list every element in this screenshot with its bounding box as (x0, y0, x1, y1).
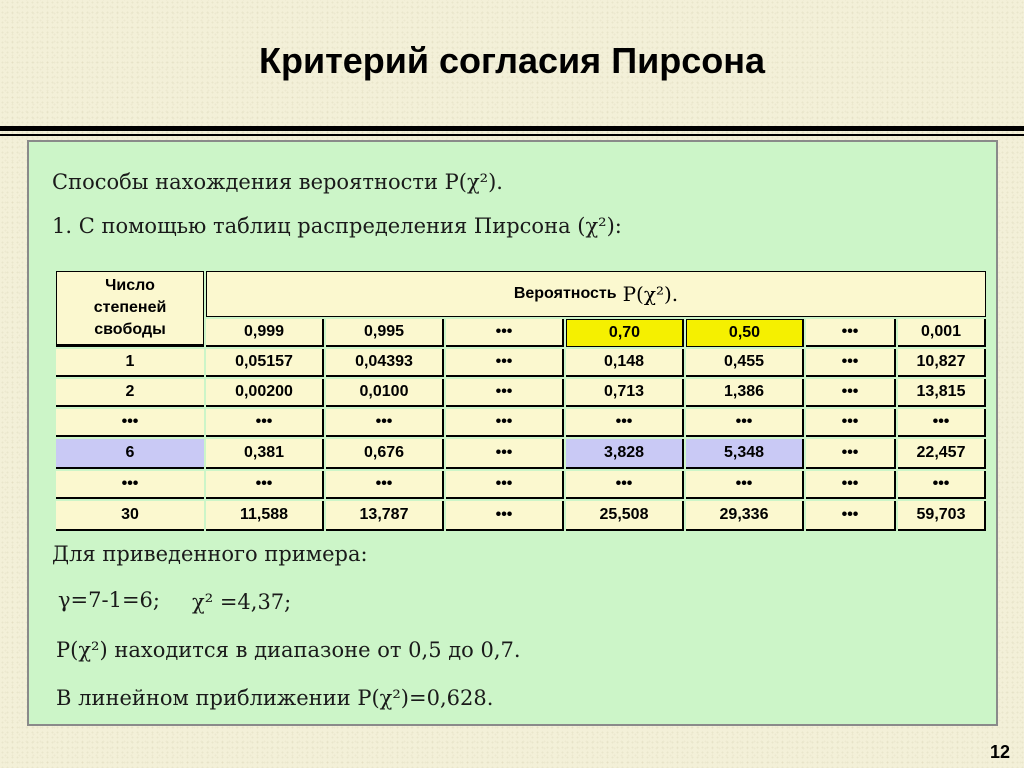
chi-square-value-cell: 0,381 (206, 439, 324, 469)
chi-square-value-cell: 0,713 (566, 379, 684, 407)
chi-square-value-cell: 0,676 (326, 439, 444, 469)
chi-square-value-cell: 59,703 (898, 501, 986, 531)
probability-value-cell: 0,999 (206, 319, 324, 347)
probability-value-cell: 0,995 (326, 319, 444, 347)
probability-value-cell: 0,001 (898, 319, 986, 347)
chi-square-value-cell: ••• (566, 471, 684, 499)
dof-cell: ••• (56, 471, 204, 499)
dof-cell: ••• (56, 409, 204, 437)
chi-square-value-cell: ••• (326, 409, 444, 437)
chi-square-value-cell: ••• (446, 409, 564, 437)
chi-square-value-cell: ••• (446, 379, 564, 407)
slide-title: Критерий согласия Пирсона (259, 40, 765, 81)
probability-header-label: Вероятность (513, 285, 617, 302)
dof-cell: 2 (56, 379, 204, 407)
chi-square-value-cell: ••• (686, 471, 804, 499)
chi-square-value-cell: ••• (806, 471, 896, 499)
gamma-line: γ=7-1=6; (58, 588, 160, 612)
chi-square-value-cell: ••• (446, 349, 564, 377)
chi-square-value-cell: ••• (806, 409, 896, 437)
chi-square-value-cell: ••• (566, 409, 684, 437)
chi-square-value-cell: 22,457 (898, 439, 986, 469)
chi-square-value-cell: ••• (806, 379, 896, 407)
probability-header (206, 271, 986, 317)
chi-square-value-cell: ••• (898, 471, 986, 499)
chi-square-value-cell: 1,386 (686, 379, 804, 407)
probability-header-symbol: Р(χ²). (622, 282, 679, 306)
chi-square-value-cell: 0,148 (566, 349, 684, 377)
chi-square-value-cell: ••• (446, 439, 564, 469)
chi-square-value-cell: ••• (806, 349, 896, 377)
chi-square-value-cell: ••• (806, 439, 896, 469)
chi-square-value-cell: 25,508 (566, 501, 684, 531)
chi-square-value-cell: ••• (806, 501, 896, 531)
probability-value-cell: ••• (446, 319, 564, 347)
chi-square-line: χ² =4,37; (192, 590, 292, 614)
chi-square-value-cell: ••• (206, 409, 324, 437)
linear-approx-line: В линейном приближении Р(χ²)=0,628. (56, 686, 494, 710)
pearson-table (56, 271, 986, 531)
chi-square-value-cell: 0,00200 (206, 379, 324, 407)
methods-line: Способы нахождения вероятности Р(χ²). (52, 170, 503, 194)
probability-value-cell: ••• (806, 319, 896, 347)
chi-square-value-cell: ••• (206, 471, 324, 499)
chi-square-value-cell: ••• (686, 409, 804, 437)
example-header: Для приведенного примера: (52, 542, 368, 566)
dof-header-line: степеней (93, 299, 167, 316)
probability-value-cell: 0,50 (686, 319, 804, 347)
chi-square-value-cell: 0,04393 (326, 349, 444, 377)
chi-square-value-cell: 3,828 (566, 439, 684, 469)
chi-square-value-cell: ••• (446, 471, 564, 499)
probability-value-cell: 0,70 (566, 319, 684, 347)
chi-square-value-cell: 13,815 (898, 379, 986, 407)
chi-square-value-cell: 29,336 (686, 501, 804, 531)
chi-square-value-cell: ••• (446, 501, 564, 531)
title-divider-thick (0, 126, 1024, 131)
dof-cell: 30 (56, 501, 204, 531)
chi-square-value-cell: 0,0100 (326, 379, 444, 407)
dof-header-line: свободы (94, 321, 166, 338)
dof-cell: 6 (56, 439, 204, 469)
dof-header (56, 271, 204, 347)
chi-square-value-cell: 5,348 (686, 439, 804, 469)
method1-line: 1. С помощью таблиц распределения Пирсона (χ²): (52, 214, 622, 238)
chi-square-value-cell: 0,05157 (206, 349, 324, 377)
chi-square-value-cell: ••• (326, 471, 444, 499)
chi-square-value-cell: 11,588 (206, 501, 324, 531)
chi-square-value-cell: 13,787 (326, 501, 444, 531)
title-divider-thin (0, 134, 1024, 136)
range-line: Р(χ²) находится в диапазоне от 0,5 до 0,7. (56, 638, 521, 662)
chi-square-value-cell: 0,455 (686, 349, 804, 377)
dof-header-line: Число (105, 277, 155, 294)
chi-square-value-cell: ••• (898, 409, 986, 437)
dof-cell: 1 (56, 349, 204, 377)
page-number: 12 (989, 742, 1010, 762)
chi-square-value-cell: 10,827 (898, 349, 986, 377)
